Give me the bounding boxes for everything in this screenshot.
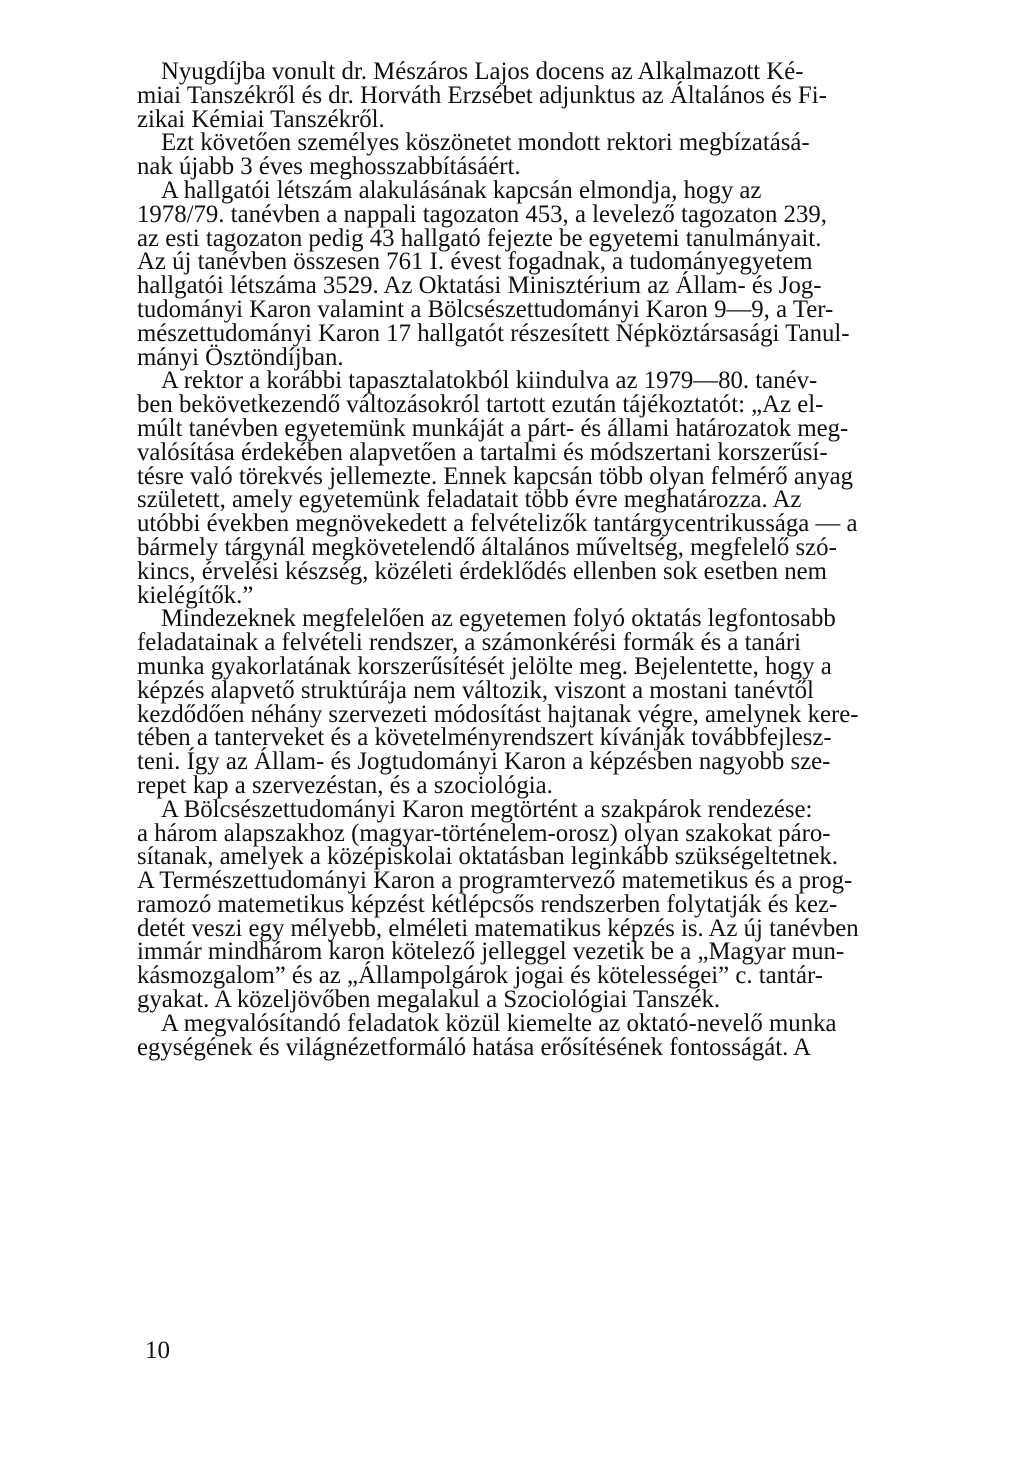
paragraph-thanks: Ezt követően személyes köszönetet mondott rektori megbízatásá- nak újabb 3 éves meghosszabbításáért.: [137, 129, 810, 181]
paragraph-faculty-changes: A Bölcsészettudományi Karon megtörtént a szakpárok rendezése: a három alapszakhoz (magyar-történelem-orosz) olyan szakokat páro- sítanak, amelyek a középiskolai oktatásban leginkább szükségeltetnek. A Természettudományi Karon a programtervező matemetikus és a prog- ramozó matemetikus képzést kétlépcsős rendszerben folytatják és kez- detét veszi egy mélyebb, elméleti matematikus képzés is. Az új tanévben immár mindhárom karon kötelező jelleggel vezetik be a „Magyar mun- kásmozgalom” és az „Állampolgárok jogai és kötelességei” c. tantár- gyakat. A közeljövőben megalakul a Szociológiai Tanszék.: [137, 795, 859, 1014]
page-number: 10: [145, 1337, 170, 1364]
paragraph-goals: A megvalósítandó feladatok közül kiemelte az oktató-nevelő munka egységének és világnézetformáló hatása erősítésének fontosságát. A: [137, 1009, 837, 1061]
paragraph-education-tasks: Mindezeknek megfelelően az egyetemen folyó oktatás legfontosabb feladatainak a felvételi rendszer, a számonkérési formák és a tanári munka gyakorlatának korszerűsítését jelölte meg. Bejelentette, hogy a képzés alapvető struktúrája nem változik, viszont a mostani tanévtől kezdődően néhány szervezeti módosítást hajtanak végre, amelynek kere- tében a tanterveket és a követelményrendszert kívánják továbbfejlesz- teni. Így az Állam- és Jogtudományi Karon a képzésben nagyobb sze- repet kap a szervezéstan, és a szociológia.: [137, 605, 859, 799]
paragraph-student-numbers: A hallgatói létszám alakulásának kapcsán elmondja, hogy az 1978/79. tanévben a nappali tagozaton 453, a levelező tagozaton 239, az esti tagozaton pedig 43 hallgató fejezte be egyetemi tanulmányait. Az új tanévben összesen 761 I. évest fogadnak, a tudományegyetem hallgatói létszáma 3529. Az Oktatási Minisztérium az Állam- és Jog- tudományi Karon valamint a Bölcsészettudományi Karon 9—9, a Ter- mészettudományi Karon 17 hallgatót részesített Népköztársasági Tanul- mányi Ösztöndíjban.: [137, 176, 850, 371]
paragraph-rector-report: A rektor a korábbi tapasztalatokból kiindulva az 1979—80. tanév- ben bekövetkezendő változásokról tartott ezután tájékoztatót: „Az el- múlt tanévben egyetemünk munkáját a párt- és állami határozatok meg- valósítása érdekében alapvetően a tartalmi és módszertani korszerűsí- tésre való törekvés jellemezte. Ennek kapcsán több olyan felmérő anyag született, amely egyetemünk feladatait több évre meghatározza. Az utóbbi években megnövekedett a felvételizők tantárgycentrikussága — a bármely tárgynál megkövetelendő általános műveltség, megfelelő szó- kincs, érvelési készség, közéleti érdeklődés ellenben sok esetben nem kielégítők.”: [137, 367, 858, 609]
body-text: [137, 60, 955, 1059]
paragraph-retirements: Nyugdíjba vonult dr. Mészáros Lajos docens az Alkalmazott Ké- miai Tanszékről és dr. Horváth Erzsébet adjunktus az Általános és Fi- zikai Kémiai Tanszékről.: [137, 58, 827, 133]
